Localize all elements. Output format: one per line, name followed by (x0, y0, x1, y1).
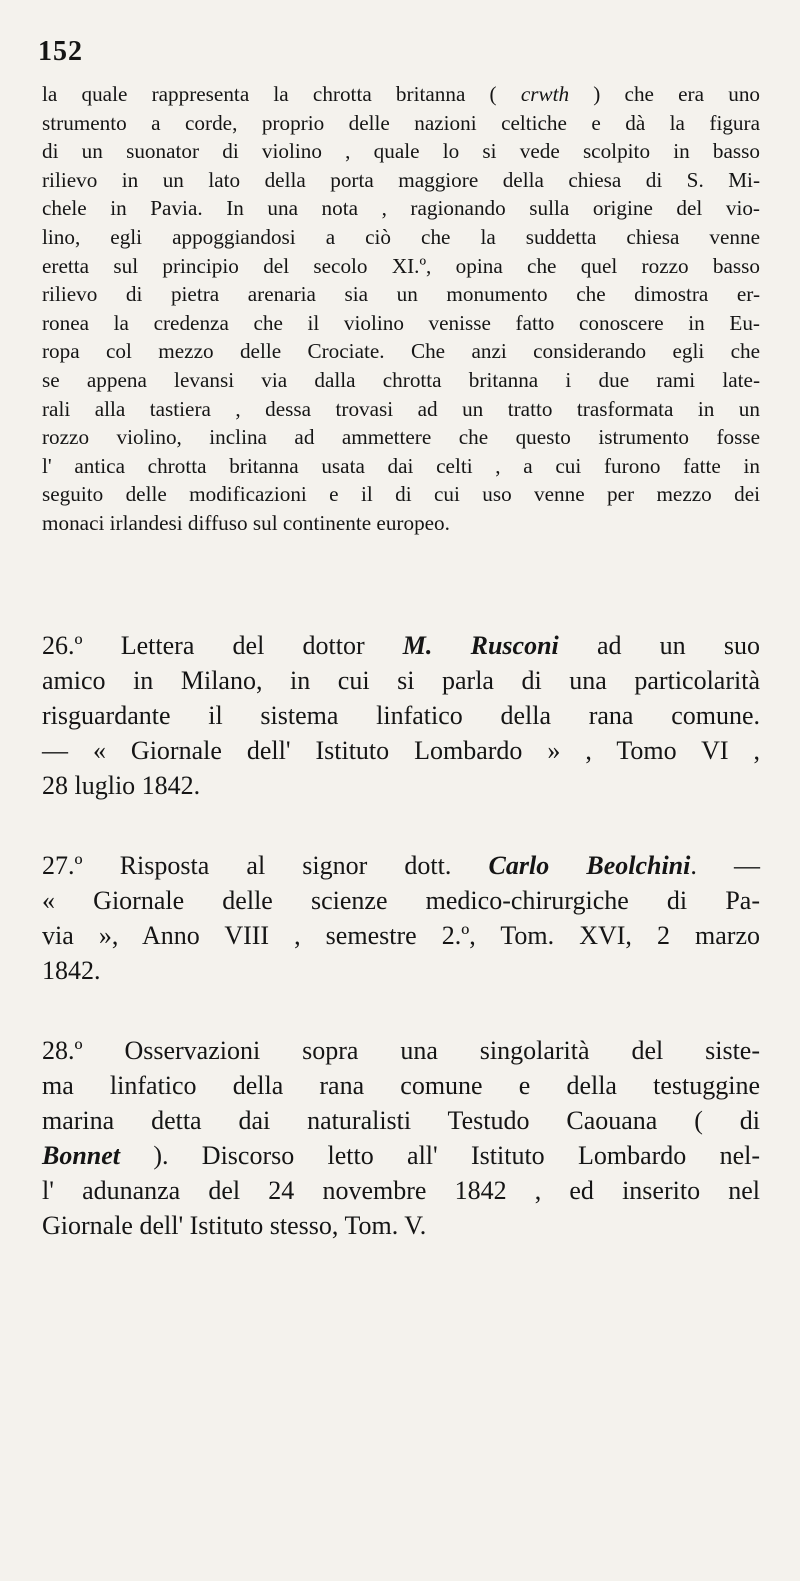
entry-line: 26.º Lettera del dottor M. Rusconi ad un suo (42, 631, 760, 660)
paragraph-line: ropa col mezzo delle Crociate. Che anzi considerando egli che (42, 339, 760, 364)
author-name: Bonnet (42, 1141, 121, 1170)
entry-27 (42, 848, 760, 988)
entry-line: 28 luglio 1842. (42, 771, 201, 800)
entry-line: Giornale dell' Istituto stesso, Tom. V. (42, 1211, 427, 1240)
bibliography-entries (42, 628, 760, 1288)
entry-line: marina detta dai naturalisti Testudo Caouana ( di (42, 1106, 760, 1135)
entry-line: 1842. (42, 956, 101, 985)
entry-line: risguardante il sistema linfatico della rana comune. (42, 701, 760, 730)
paragraph-line: la quale rappresenta la chrotta britanna ( crwth ) che era uno (42, 82, 761, 106)
entry-line: via », Anno VIII , semestre 2.º, Tom. XVI, 2 marzo (42, 921, 760, 950)
paragraph-line: monaci irlandesi diffuso sul continente europeo. (42, 510, 450, 535)
entry-26 (42, 628, 760, 803)
entry-line: Bonnet ). Discorso letto all' Istituto Lombardo nel- (42, 1141, 760, 1170)
paragraph-line: rilievo in un lato della porta maggiore della chiesa di S. Mi- (42, 167, 760, 192)
entry-line: ma linfatico della rana comune e della testuggine (42, 1071, 760, 1100)
entry-line: l' adunanza del 24 novembre 1842 , ed inserito nel (42, 1176, 760, 1205)
author-name: M. Rusconi (402, 631, 559, 660)
paragraph-line: chele in Pavia. In una nota , ragionando sulla origine del vio- (42, 196, 760, 221)
paragraph-line: lino, egli appoggiandosi a ciò che la suddetta chiesa venne (42, 224, 760, 249)
continued-paragraph (42, 80, 760, 538)
paragraph-line: di un suonator di violino , quale lo si vede scolpito in basso (42, 139, 760, 164)
entry-line: 27.º Risposta al signor dott. Carlo Beolchini. — (42, 851, 761, 880)
paragraph-line: rozzo violino, inclina ad ammettere che questo istrumento fosse (42, 425, 760, 450)
paragraph-line: l' antica chrotta britanna usata dai celti , a cui furono fatte in (42, 453, 760, 478)
paragraph-line: eretta sul principio del secolo XI.º, opina che quel rozzo basso (42, 253, 760, 278)
entry-line: amico in Milano, in cui si parla di una particolarità (42, 666, 760, 695)
paragraph-line: strumento a corde, proprio delle nazioni celtiche e dà la figura (42, 110, 760, 135)
paragraph-line: rilievo di pietra arenaria sia un monumento che dimostra er- (42, 282, 760, 307)
entry-line: « Giornale delle scienze medico-chirurgiche di Pa- (42, 886, 760, 915)
entry-line: 28.º Osservazioni sopra una singolarità del siste- (42, 1036, 760, 1065)
author-name: Carlo Beolchini (488, 851, 691, 880)
paragraph-line: se appena levansi via dalla chrotta britanna i due rami late- (42, 367, 760, 392)
entry-28 (42, 1033, 760, 1243)
page-number: 152 (38, 36, 83, 67)
paragraph-line: rali alla tastiera , dessa trovasi ad un tratto trasformata in un (42, 396, 760, 421)
paragraph-line: ronea la credenza che il violino venisse fatto conoscere in Eu- (42, 310, 760, 335)
entry-line: — « Giornale dell' Istituto Lombardo » , Tomo VI , (42, 736, 760, 765)
paragraph-line: seguito delle modificazioni e il di cui uso venne per mezzo dei (42, 482, 760, 507)
